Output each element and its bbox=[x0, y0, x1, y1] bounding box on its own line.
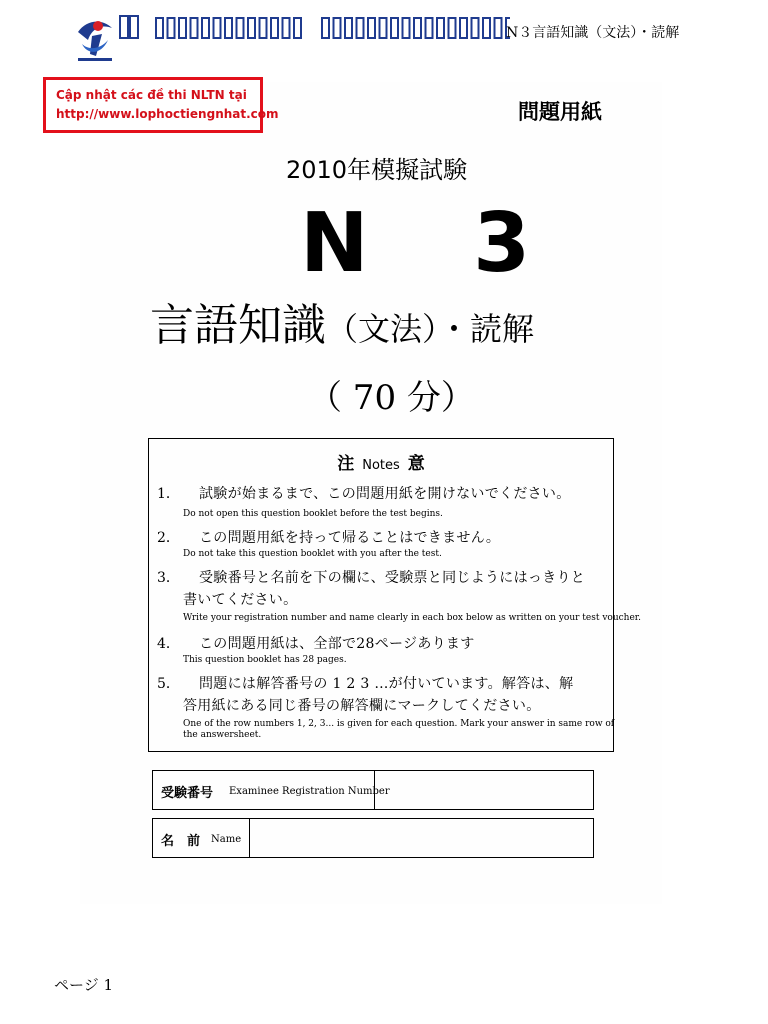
garbled-glyph bbox=[260, 18, 267, 38]
logo-icon bbox=[72, 10, 118, 66]
section-tail: ・読解 bbox=[438, 310, 535, 348]
garbled-glyph bbox=[460, 18, 467, 38]
registration-label-cell bbox=[153, 771, 390, 809]
garbled-glyph bbox=[237, 18, 244, 38]
registration-number-box bbox=[152, 770, 594, 810]
garbled-glyph bbox=[403, 18, 410, 38]
paper-label: 問題用紙 bbox=[518, 100, 602, 124]
garbled-glyph bbox=[414, 18, 421, 38]
note-3-jp-cont: 書いてください。 bbox=[183, 592, 298, 608]
section-title bbox=[150, 298, 534, 357]
notes-heading-jp-right: 意 bbox=[407, 454, 425, 474]
note-1-en: Do not open this question booklet before the test begins. bbox=[183, 509, 443, 519]
note-4-number: 4． bbox=[157, 636, 180, 652]
garbled-glyph bbox=[283, 18, 290, 38]
note-5-en-cont: the answersheet. bbox=[183, 730, 262, 740]
promo-line-1: Cập nhật các đề thi NLTN tại bbox=[56, 88, 247, 102]
garbled-glyph bbox=[426, 18, 433, 38]
garbled-glyph bbox=[202, 18, 209, 38]
header-garbled-title bbox=[118, 10, 510, 44]
exam-time: （ 70 分） bbox=[308, 378, 475, 418]
note-3-en: Write your registration number and name clearly in each box below as written on your test voucher. bbox=[183, 613, 641, 623]
registration-label-en: Examinee Registration Number bbox=[229, 786, 390, 797]
garbled-glyph bbox=[380, 18, 387, 38]
garbled-glyph bbox=[483, 18, 490, 38]
garbled-glyph bbox=[391, 18, 398, 38]
name-label-jp: 名 前 bbox=[161, 834, 201, 849]
exam-level: N 3 bbox=[300, 196, 569, 291]
garbled-glyph bbox=[156, 18, 163, 38]
note-4-en: This question booklet has 28 pages. bbox=[183, 655, 347, 665]
note-2-number: 2． bbox=[157, 530, 180, 546]
note-2-en: Do not take this question booklet with you after the test. bbox=[183, 549, 442, 559]
name-label-en: Name bbox=[211, 834, 242, 845]
garbled-glyph bbox=[357, 18, 364, 38]
section-main: 言語知識 bbox=[150, 300, 326, 351]
garbled-glyph bbox=[495, 18, 502, 38]
note-5-number: 5． bbox=[157, 676, 180, 692]
garbled-glyph bbox=[248, 18, 255, 38]
note-1-jp: 試験が始まるまで、この問題用紙を開けないでください。 bbox=[199, 486, 571, 502]
exam-year-title: 2010年模擬試験 bbox=[286, 156, 468, 184]
garbled-glyph bbox=[294, 18, 301, 38]
garbled-glyph bbox=[437, 18, 444, 38]
garbled-glyph bbox=[449, 18, 456, 38]
notes-heading-jp-left: 注 bbox=[337, 454, 355, 474]
name-box bbox=[152, 818, 594, 858]
note-5-en: One of the row numbers 1, 2, 3... is given for each question. Mark your answer in same row of bbox=[183, 719, 615, 729]
garbled-glyph bbox=[225, 18, 232, 38]
notes-heading-en: Notes bbox=[362, 458, 400, 473]
note-3-jp: 受験番号と名前を下の欄に、受験票と同じようにはっきりと bbox=[199, 570, 586, 586]
note-1-number: 1． bbox=[157, 486, 180, 502]
notes-box bbox=[148, 438, 641, 752]
registration-input[interactable] bbox=[377, 771, 591, 809]
note-4-jp: この問題用紙は、全部で28ページあります bbox=[199, 636, 475, 652]
garbled-glyph bbox=[368, 18, 375, 38]
registration-label-jp: 受験番号 bbox=[161, 786, 214, 801]
name-input[interactable] bbox=[252, 819, 591, 857]
name-label-cell bbox=[153, 819, 250, 857]
garbled-glyph bbox=[472, 18, 479, 38]
promo-box[interactable] bbox=[43, 77, 279, 133]
garbled-glyph bbox=[271, 18, 278, 38]
promo-link[interactable]: http://www.lophoctiengnhat.com bbox=[56, 107, 279, 121]
garbled-glyph bbox=[214, 18, 221, 38]
note-2-jp: この問題用紙を持って帰ることはできません。 bbox=[199, 530, 501, 546]
notes-heading bbox=[149, 449, 613, 474]
header-doc-title: N３言語知識（文法）・読解 bbox=[506, 25, 680, 41]
garbled-glyph bbox=[168, 18, 175, 38]
section-sub: （文法） bbox=[326, 310, 439, 348]
garbled-title-glyphs bbox=[118, 10, 510, 44]
garbled-glyph bbox=[191, 18, 198, 38]
garbled-glyph bbox=[179, 18, 186, 38]
garbled-glyph bbox=[334, 18, 341, 38]
garbled-glyph bbox=[345, 18, 352, 38]
note-3-number: 3． bbox=[157, 570, 180, 586]
note-5-jp: 問題には解答番号の 1 2 3 …が付いています。解答は、解 bbox=[199, 676, 574, 692]
note-5-jp-cont: 答用紙にある同じ番号の解答欄にマークしてください。 bbox=[183, 698, 541, 714]
page-number: ページ 1 bbox=[54, 976, 114, 994]
garbled-glyph bbox=[322, 18, 329, 38]
